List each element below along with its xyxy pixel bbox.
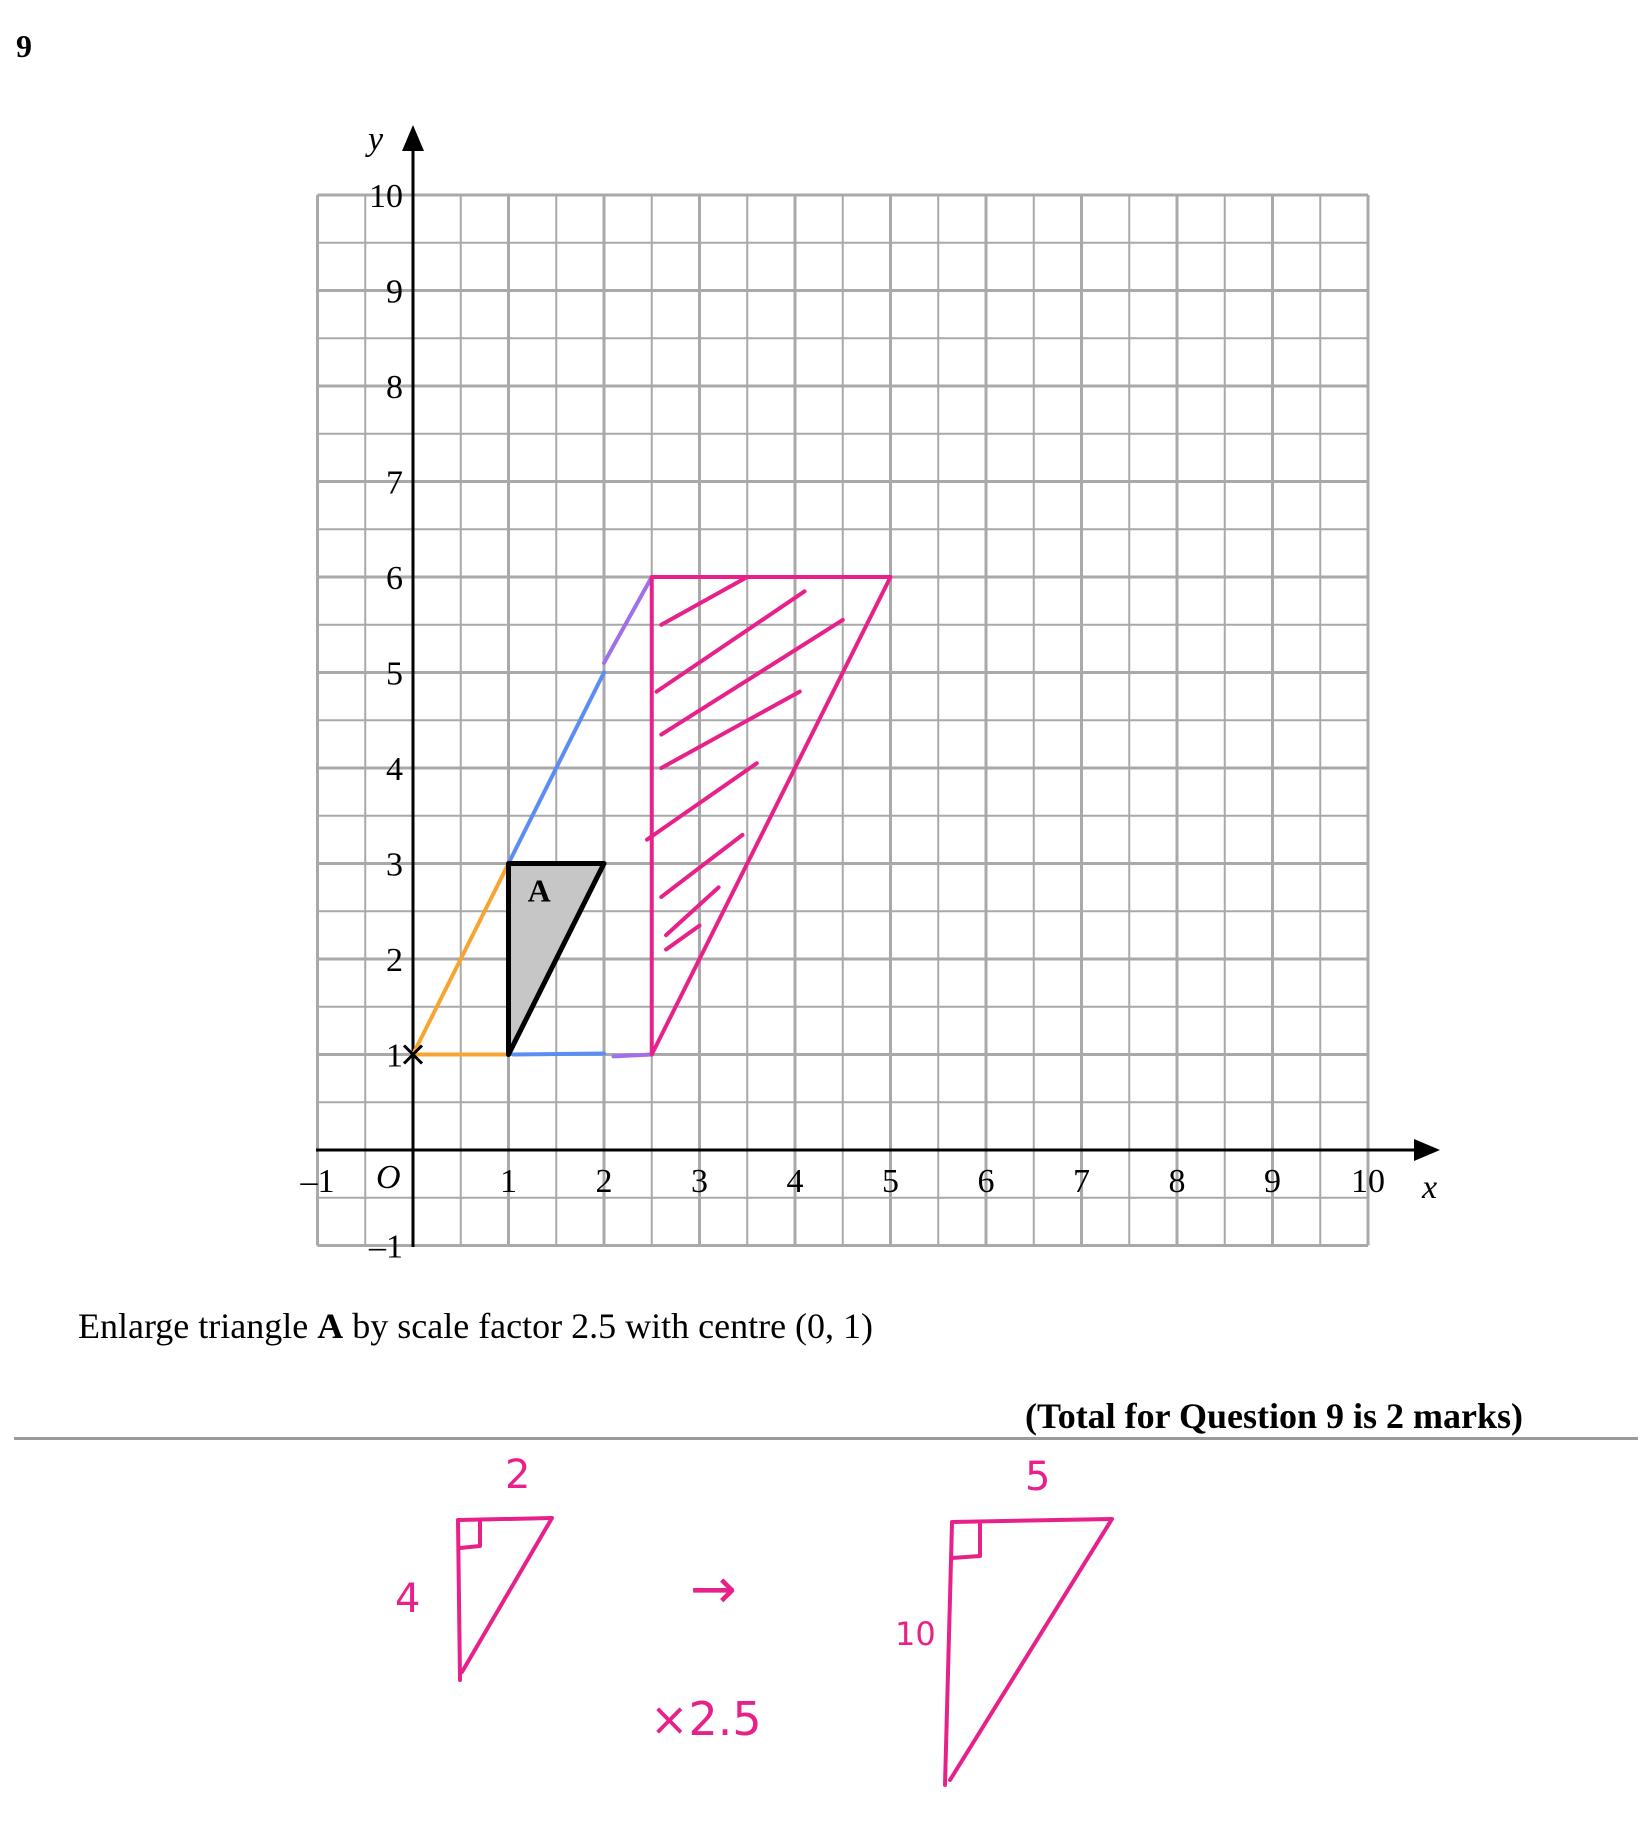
- y-tick-label: 9: [386, 273, 403, 311]
- y-tick-label: 5: [386, 655, 403, 693]
- question-text-prefix: Enlarge triangle: [78, 1306, 318, 1346]
- x-axis-label: x: [1422, 1169, 1438, 1206]
- small-top-label: 2: [505, 1452, 531, 1498]
- x-tick-label: 5: [882, 1163, 899, 1200]
- question-text-bold: A: [317, 1306, 344, 1346]
- small-side-label: 4: [395, 1576, 421, 1622]
- x-tick-label: –1: [300, 1163, 335, 1200]
- x-tick-label: 7: [1073, 1163, 1090, 1200]
- y-tick-label: 1: [386, 1037, 403, 1075]
- arrow-label: →: [690, 1557, 737, 1622]
- x-tick-label: 9: [1264, 1163, 1281, 1200]
- big-triangle-sketch: [945, 1519, 1112, 1785]
- x-tick-label: 2: [595, 1163, 613, 1200]
- x-tick-label: 4: [786, 1163, 804, 1200]
- y-tick-label: 6: [386, 560, 403, 597]
- big-side-label: 10: [895, 1615, 936, 1653]
- y-tick-label: 7: [386, 464, 403, 502]
- question-text-suffix: by scale factor 2.5 with centre (0, 1): [343, 1306, 874, 1346]
- y-tick-label: 3: [386, 846, 403, 884]
- big-top-label: 5: [1025, 1454, 1051, 1500]
- origin-label: O: [376, 1159, 401, 1196]
- y-axis-label: y: [368, 121, 384, 158]
- y-tick-label: 10: [369, 178, 403, 215]
- y-tick-label: –1: [369, 1228, 403, 1266]
- x-tick-label: 10: [1351, 1163, 1385, 1200]
- x-tick-label: 3: [691, 1163, 708, 1200]
- x-tick-label: 8: [1168, 1163, 1186, 1200]
- scale-label: ×2.5: [650, 1692, 762, 1746]
- triangle-a-label: A: [527, 872, 551, 909]
- small-triangle-sketch: [458, 1518, 552, 1680]
- y-tick-label: 4: [386, 751, 403, 788]
- total-marks: (Total for Question 9 is 2 marks): [1025, 1396, 1524, 1436]
- question-number: 9: [16, 28, 32, 64]
- x-tick-label: 1: [500, 1163, 517, 1200]
- big-right-angle-mark: [952, 1522, 980, 1558]
- small-right-angle-mark: [460, 1520, 480, 1548]
- x-tick-label: 6: [977, 1163, 995, 1200]
- y-tick-label: 8: [386, 369, 403, 406]
- y-tick-label: 2: [386, 942, 403, 979]
